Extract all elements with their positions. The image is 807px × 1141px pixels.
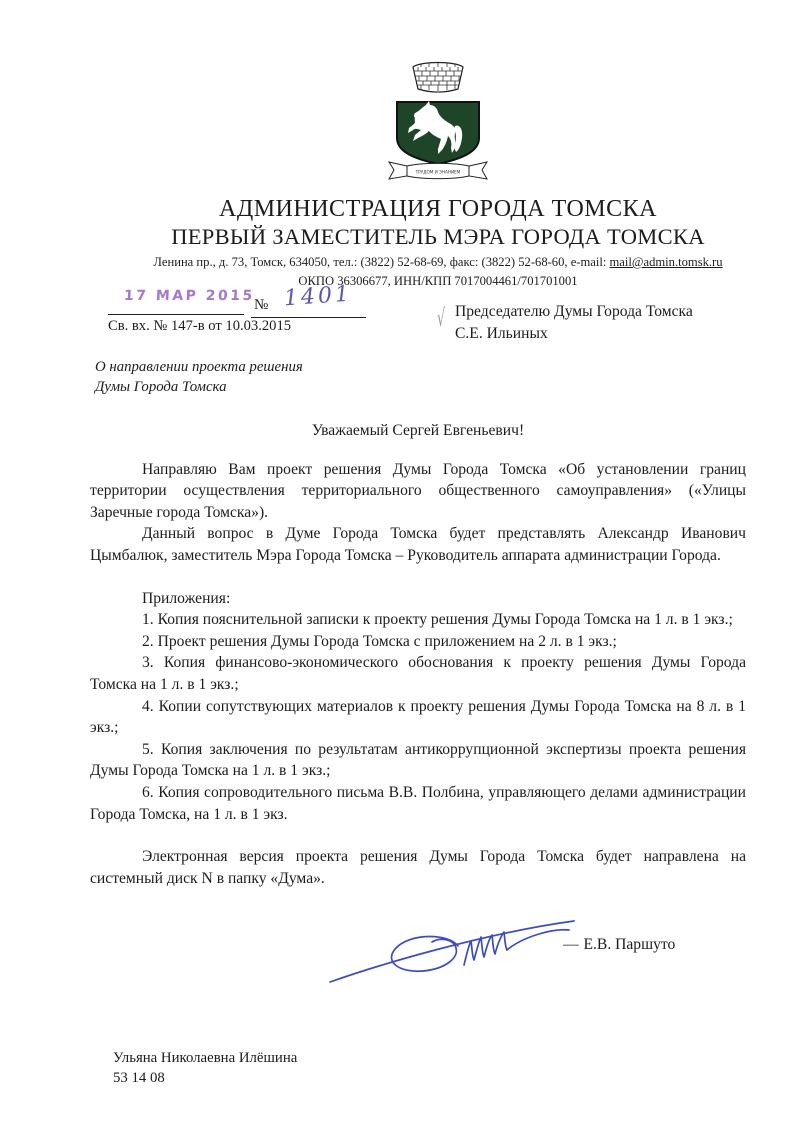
contact-line bbox=[28, 255, 807, 270]
subject-line1: О направлении проекта решения bbox=[95, 359, 303, 375]
handwritten-number: 1401 bbox=[283, 281, 353, 312]
email-text: mail@admin.tomsk.ru bbox=[609, 255, 723, 269]
signature-dash: — bbox=[563, 936, 578, 953]
subject-block bbox=[95, 358, 303, 397]
closing-paragraph: Электронная версия проекта решения Думы Города Томска будет направлена на системный диск N в папку «Дума». bbox=[90, 848, 746, 887]
salutation: Уважаемый Сергей Евгеньевич! bbox=[311, 422, 525, 439]
paragraph: Направляю Вам проект решения Думы Города Томска «Об установлении границ территории осуществления территориального общественного самоуправления» («Улицы Заречные города Томска»). bbox=[90, 460, 746, 521]
date-stamp: 17 МАР 2015 bbox=[123, 288, 256, 304]
registration-codes: ОКПО 36306677, ИНН/КПП 7017004461/701701001 bbox=[298, 274, 578, 288]
contact-text: Ленина пр., д. 73, Томск, 634050, тел.: (3822) 52-68-69, факс: (3822) 52-68-60, e-mail: bbox=[153, 255, 610, 269]
org-name-line2: ПЕРВЫЙ ЗАМЕСТИТЕЛЬ МЭРА ГОРОДА ТОМСКА bbox=[171, 224, 705, 249]
attachment-item: 2. Проект решения Думы Города Томска с приложением на 2 л. в 1 экз.; bbox=[142, 632, 617, 650]
tomsk-coat-of-arms-icon bbox=[376, 58, 500, 190]
crown-icon bbox=[411, 61, 465, 92]
letter-body bbox=[90, 420, 746, 889]
attachment-item: 1. Копия пояснительной записки к проекту решения Думы Города Томска на 1 л. в 1 экз.; bbox=[142, 611, 733, 629]
attachment-item: 3. Копия финансово-экономического обоснования к проекту решения Думы Города Томска на 1 л. в 1 экз.; bbox=[90, 654, 746, 693]
incoming-reference: Св. вх. № 147-в от 10.03.2015 bbox=[108, 318, 292, 334]
recipient-block bbox=[437, 301, 693, 344]
executor-name: Ульяна Николаевна Илёшина bbox=[113, 1050, 298, 1066]
executor-phone: 53 14 08 bbox=[113, 1070, 165, 1086]
subject-line2: Думы Города Томска bbox=[95, 378, 227, 395]
checkmark-icon: √ bbox=[437, 303, 446, 332]
attachment-item: 4. Копии сопутствующих материалов к проекту решения Думы Города Томска на 8 л. в 1 экз.; bbox=[90, 697, 746, 737]
attachments-label: Приложения: bbox=[142, 589, 231, 607]
executor-block bbox=[113, 1048, 297, 1088]
attachment-item: 5. Копия заключения по результатам антикоррупционной экспертизы проекта решения Думы Города Томска на 1 л. в 1 экз.; bbox=[90, 740, 746, 780]
number-label: № bbox=[254, 297, 269, 313]
date-underline bbox=[108, 314, 244, 315]
signatory-name: Е.В. Паршуто bbox=[583, 936, 676, 953]
handwritten-signature bbox=[326, 908, 581, 988]
ribbon-motto: ТРУДОМ И ЗНАНИЕМ bbox=[415, 169, 461, 175]
letterhead bbox=[28, 58, 807, 289]
signatory-line bbox=[563, 936, 675, 954]
recipient-title: Председателю Думы Города Томска bbox=[455, 303, 693, 320]
paragraph: Данный вопрос в Думе Города Томска будет представлять Александр Иванович Цымбалюк, заместитель Мэра Города Томска – Руководитель аппарата администрации Города. bbox=[90, 525, 746, 564]
ribbon-icon bbox=[389, 162, 487, 179]
org-name-line1: АДМИНИСТРАЦИЯ ГОРОДА ТОМСКА bbox=[219, 196, 657, 222]
attachment-item: 6. Копия сопроводительного письма В.В. Полбина, управляющего делами администрации Города Томска, на 1 л. в 1 экз. bbox=[90, 783, 746, 823]
recipient-name: С.Е. Ильиных bbox=[455, 324, 548, 342]
reference-block bbox=[108, 281, 388, 346]
